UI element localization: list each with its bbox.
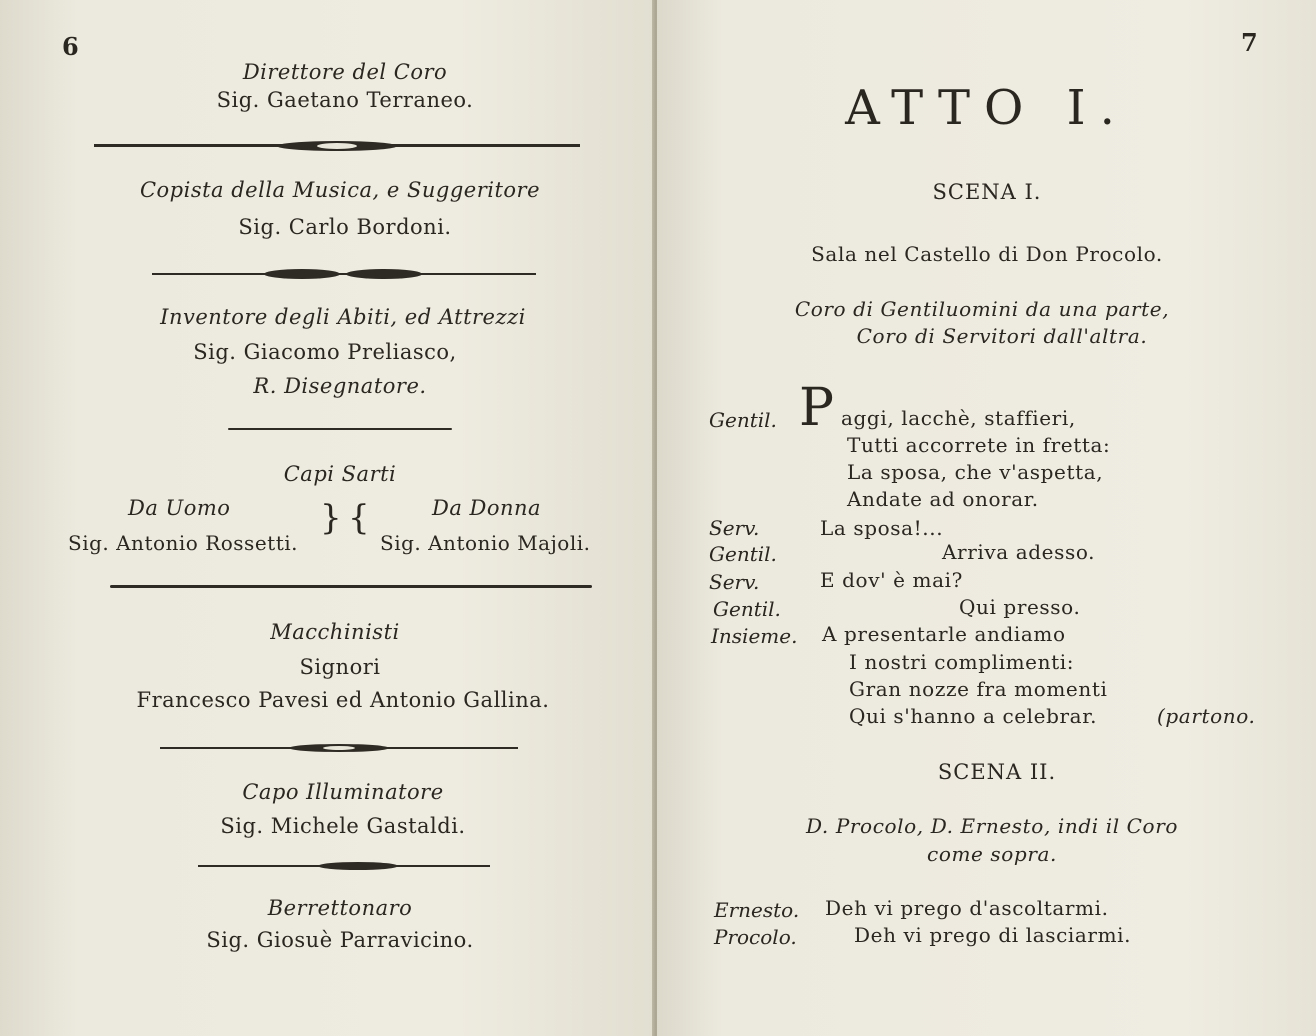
verse-line: Andate ad onorar. bbox=[847, 487, 1039, 511]
speaker: Serv. bbox=[709, 570, 760, 594]
macchinisti-signori: Signori bbox=[299, 655, 381, 679]
speaker: Procolo. bbox=[714, 925, 797, 949]
left-page bbox=[0, 0, 655, 1036]
scene2-title: SCENA II. bbox=[937, 760, 1057, 784]
page-number-left: 6 bbox=[62, 32, 79, 61]
scene2-direction-1: D. Procolo, D. Ernesto, indi il Coro bbox=[806, 814, 1178, 838]
scene1-setting: Sala nel Castello di Don Procolo. bbox=[811, 242, 1163, 266]
right-page bbox=[657, 0, 1316, 1036]
sarti-donna-label: Da Donna bbox=[432, 496, 542, 520]
verse-line: E dov' è mai? bbox=[820, 568, 963, 592]
verse-line: Deh vi prego d'ascoltarmi. bbox=[825, 896, 1109, 920]
illuminatore-name: Sig. Michele Gastaldi. bbox=[220, 814, 466, 838]
macchinisti-names: Francesco Pavesi ed Antonio Gallina. bbox=[136, 688, 550, 712]
inventore-role: Inventore degli Abiti, ed Attrezzi bbox=[160, 305, 526, 329]
ornament-rule-6 bbox=[198, 860, 490, 870]
scene2-direction-2: come sopra. bbox=[927, 842, 1057, 866]
scene1-direction-2: Coro di Servitori dall'altra. bbox=[856, 324, 1148, 348]
sarti-heading: Capi Sarti bbox=[283, 462, 397, 486]
direttore-role: Direttore del Coro bbox=[242, 60, 448, 84]
berrettonaro-role: Berrettonaro bbox=[267, 896, 413, 920]
illuminatore-role: Capo Illuminatore bbox=[242, 780, 444, 804]
brace-left: } bbox=[320, 498, 342, 538]
verse-line: Tutti accorrete in fretta: bbox=[847, 433, 1111, 457]
verse-line: A presentarle andiamo bbox=[822, 622, 1066, 646]
speaker: Gentil. bbox=[709, 542, 777, 566]
verse-line: Deh vi prego di lasciarmi. bbox=[854, 923, 1132, 947]
direttore-name: Sig. Gaetano Terraneo. bbox=[216, 88, 474, 112]
page-number-right: 7 bbox=[1241, 28, 1258, 57]
speaker: Gentil. bbox=[713, 597, 781, 621]
speaker: Ernesto. bbox=[714, 898, 800, 922]
rule-3 bbox=[228, 428, 452, 430]
sarti-uomo-label: Da Uomo bbox=[128, 496, 231, 520]
drop-cap: P bbox=[799, 378, 834, 438]
verse-line: Qui presso. bbox=[959, 595, 1081, 619]
ornament-rule-5 bbox=[160, 742, 518, 752]
berrettonaro-name: Sig. Giosuè Parravicino. bbox=[206, 928, 474, 952]
brace-right: { bbox=[348, 498, 370, 538]
ornament-rule-2 bbox=[152, 268, 536, 278]
copista-name: Sig. Carlo Bordoni. bbox=[238, 215, 452, 239]
macchinisti-role: Macchinisti bbox=[270, 620, 400, 644]
verse-line: La sposa!... bbox=[820, 516, 944, 540]
verse-line: aggi, lacchè, staffieri, bbox=[841, 406, 1076, 430]
rule-4 bbox=[110, 585, 592, 588]
scene1-direction-1: Coro di Gentiluomini da una parte, bbox=[794, 297, 1170, 321]
inventore-name: Sig. Giacomo Preliasco, bbox=[193, 340, 457, 364]
scene1-title: SCENA I. bbox=[932, 180, 1042, 204]
speaker: Insieme. bbox=[711, 624, 798, 648]
verse-line: Arriva adesso. bbox=[942, 540, 1096, 564]
verse-line: Gran nozze fra momenti bbox=[849, 677, 1108, 701]
verse-line: La sposa, che v'aspetta, bbox=[847, 460, 1104, 484]
inventore-title: R. Disegnatore. bbox=[253, 374, 427, 398]
ornament-rule-1 bbox=[94, 140, 580, 150]
act-title: ATTO I. bbox=[845, 80, 1129, 136]
verse-line: I nostri complimenti: bbox=[849, 650, 1075, 674]
speaker: Gentil. bbox=[709, 408, 777, 432]
verse-line: Qui s'hanno a celebrar. bbox=[849, 704, 1098, 728]
sarti-donna-name: Sig. Antonio Majoli. bbox=[380, 531, 591, 555]
sarti-uomo-name: Sig. Antonio Rossetti. bbox=[68, 531, 298, 555]
stage-direction: (partono. bbox=[1157, 704, 1256, 728]
copista-role: Copista della Musica, e Suggeritore bbox=[139, 178, 541, 202]
speaker: Serv. bbox=[709, 516, 760, 540]
